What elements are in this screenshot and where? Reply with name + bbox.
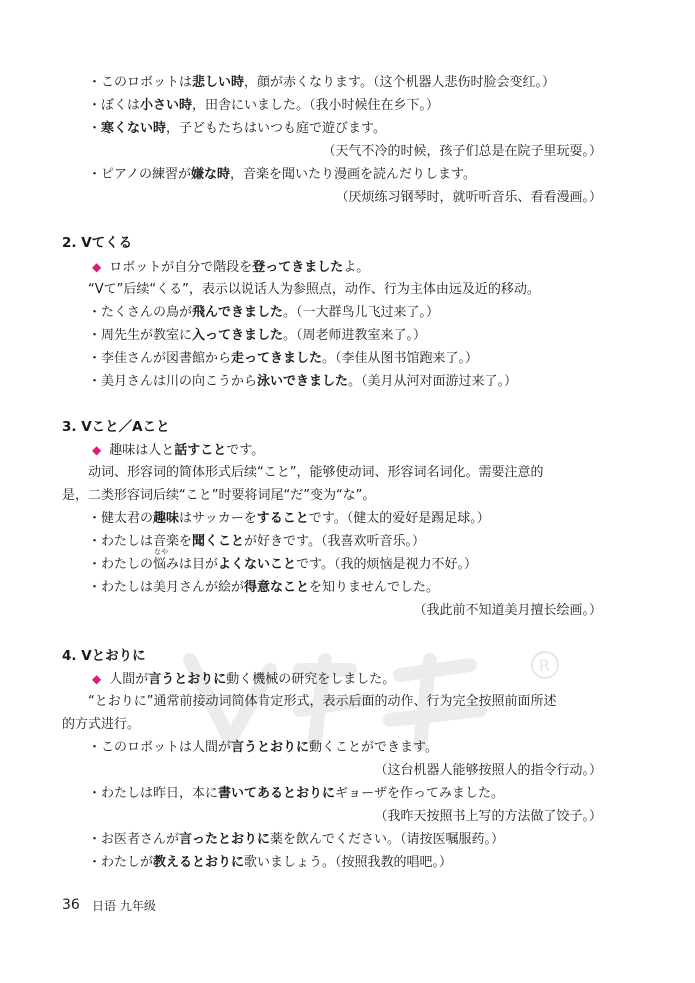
example-sentence: ・ぼくは小さい時，田舎にいました。（我小时候住在乡下。）	[88, 98, 440, 113]
section-heading: 4. Vとおりに	[62, 648, 146, 664]
page-number: 36	[62, 897, 80, 913]
example-sentence: ・わたしの なや 悩みは目がよくないことです。（我的烦恼是视力不好。）	[88, 548, 478, 572]
example-sentence: ・お医者さんが言ったとおりに薬を飲んでください。（请按医嘱服药。）	[88, 832, 505, 847]
example-sentence: ・寒くない時，子どもたちはいつも庭で遊びます。	[88, 121, 386, 136]
section-heading: 3. Vこと／Aこと	[62, 419, 170, 435]
kanji-with-furigana: なや 悩	[153, 548, 169, 572]
furigana: なや	[154, 548, 169, 556]
example-sentence: ・わたしは美月さんが絵が得意なことを知りませんでした。	[88, 580, 440, 595]
example-sentence: ・わたしは音楽を聞くことが好きです。（我喜欢听音乐。）	[88, 534, 425, 549]
example-translation: （我昨天按照书上写的方法做了饺子。）	[374, 809, 602, 824]
example-sentence: ・美月さんは川の向こうから泳いできました。（美月从河对面游过来了。）	[88, 374, 518, 389]
book-title: 日语 九年级	[92, 899, 156, 913]
grammar-explanation: 动词、形容词的简体形式后续“こと”，能够使动词、形容词名词化。需要注意的	[88, 465, 544, 480]
example-translation: （这台机器人能够按照人的指令行动。）	[374, 763, 602, 778]
example-sentence: ・李佳さんが図書館から走ってきました。（李佳从图书馆跑来了。）	[88, 351, 479, 366]
key-example: ◆ 趣味は人と話すことです。	[92, 443, 265, 458]
example-translation: （我此前不知道美月擅长绘画。）	[413, 603, 602, 618]
example-sentence: ・このロボットは悲しい時，顔が赤くなります。（这个机器人悲伤时脸会变红。）	[88, 75, 555, 90]
example-sentence: ・ピアノの練習が嫌な時，音楽を聞いたり漫画を読んだりします。	[88, 167, 476, 182]
grammar-explanation: 是，二类形容词后续“こと”时要将词尾“だ”变为“な”。	[62, 488, 376, 503]
example-sentence: ・健太君の趣味はサッカーをすることです。（健太的爱好是踢足球。）	[88, 511, 490, 526]
diamond-bullet-icon: ◆	[92, 672, 102, 686]
key-example: ◆ 人間が言うとおりに動く機械の研究をしました。	[92, 672, 396, 687]
example-sentence: ・わたしが教えるとおりに歌いましょう。（按照我教的唱吧。）	[88, 855, 453, 870]
svg-text:R: R	[539, 656, 551, 675]
example-translation: （天气不冷的时候，孩子们总是在院子里玩耍。）	[322, 144, 602, 159]
key-example: ◆ ロボットが自分で階段を登ってきましたよ。	[92, 260, 370, 275]
grammar-explanation: “とおりに”通常前接动词简体肯定形式，表示后面的动作、行为完全按照前面所述	[88, 694, 557, 709]
diamond-bullet-icon: ◆	[92, 443, 102, 457]
example-translation: （厌烦练习钢琴时，就听听音乐、看看漫画。）	[335, 190, 602, 205]
diamond-bullet-icon: ◆	[92, 260, 102, 274]
grammar-explanation: “Vて”后续“くる”，表示以说话人为参照点，动作、行为主体由远及近的移动。	[88, 282, 540, 297]
grammar-explanation: 的方式进行。	[62, 717, 141, 732]
example-sentence: ・わたしは昨日，本に書いてあるとおりにギョーザを作ってみました。	[88, 786, 505, 801]
section-heading: 2. Vてくる	[62, 235, 133, 251]
example-sentence: ・周先生が教室に入ってきました。（周老师进教室来了。）	[88, 328, 427, 343]
example-sentence: ・このロボットは人間が言うとおりに動くことができます。	[88, 740, 438, 755]
example-sentence: ・たくさんの鳥が飛んできました。（一大群鸟儿飞过来了。）	[88, 305, 440, 320]
